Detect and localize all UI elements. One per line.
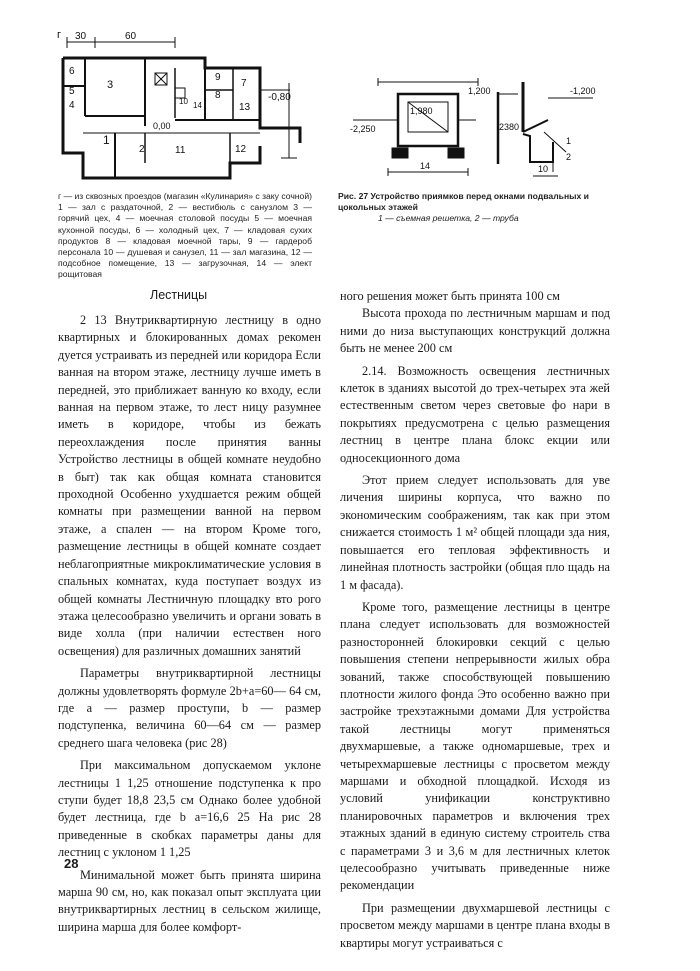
dim-1200: 1,200 <box>468 86 491 96</box>
left-paragraph: 2 13 Внутриквартирную лестницу в одно квартирных и блокированных домах рекомен дуется устраивать из передней или коридора Если ванная на втором этаже, лестницу лучше иметь в передней, это приближает ванную ко входу, если ванная на первом этаже, то лест ницу разумнее иметь в коридоре, чтобы из бежать переохлаждения после принятия ванны Устройство лестницы в общей комнате неудобно в быт) так как общая комната становится проходной Особенно ухудшается режим общей комнаты при размещении ванной на первом этаже, а спален — на втором Кроме того, размещение лестницы в общей комнате создает неблагоприятные микроклиматические условия в спальных комнатах, куда поступает воздух из общей комнаты Лестничную площадку вто рого этажа целесообразно увеличить и органи зовать в виде холла (при наличии естествен ного освещения) для различных домашних занятий <box>58 313 321 658</box>
dim-minus-1200: -1,200 <box>570 86 596 96</box>
caption-right-title: Рис. 27 Устройство приямков перед окнами подвальных и цокольных этажей <box>338 191 589 213</box>
callout-2: 2 <box>566 152 572 162</box>
dim-minus-2250: -2,250 <box>350 124 376 134</box>
room-13: 13 <box>239 102 251 113</box>
left-paragraph: При максимальном допускаемом уклоне лестницы 1 1,25 отношение подступенка к про ступи будет 18,8 23,5 см Однако более удобной будет лестница, где b a=16,6 25 На рис 28 приведенные в скобках параметры даны для лестниц с уклоном 1 1,25 <box>58 758 321 860</box>
dim-14: 14 <box>420 161 431 171</box>
window-pit-figure <box>348 72 610 184</box>
right-paragraph: При размещении двухмаршевой лестницы с просветом между маршами в центре плана входы в квартиры могут устраиваться с <box>340 900 610 950</box>
room-6: 6 <box>69 66 75 77</box>
right-paragraph: Кроме того, размещение лестницы в центре плана следует использовать для возможностей разносторонней блокировки секций с целью повышения степени непрерывности жилых обра зований, также способствующей повышению плотности жилого фонда Это особенно важно при застройке трехэтажными домами Для устройства такой лестницы могут применяться двухмаршевые, а также одномаршевые, трех и четырехмаршевые лестницы с просветом между маршами и обходной площадкой. Исходя из условий унификации конструктивно планировочных параметров и включения трех этажных зданий в единую систему строитель ства с параметрами 3 и 3,6 м для лестничных клеток целесообразно учитывать приведенные ниже рекомендации <box>340 599 610 893</box>
dim-2380: 2380 <box>499 122 520 132</box>
level-mark-zero: 0,00 <box>153 121 171 131</box>
right-paragraph: 2.14. Возможность освещения лестничных клеток в зданиях высотой до трех-четырех эта жей естественным светом через световые фо нари в покрытиях предусмотрена с целью размещения лестниц в центре плана блокс екции или односекционного дома <box>340 363 610 465</box>
caption-left: г — из сквозных проездов (магазин «Кулинария» с заку сочной) 1 — зал с раздаточной, 2 — вестибюль с санузлом 3 — горячий цех, 4 — моечная столовой посуды 5 — моечная кухонной посуды, 6 — холодный цех, 7 — кладовая сухих продуктов 8 — кладовая моечной тары, 9 — гардероб персонала 10 — душевая и санузел, 11 — зал магазина, 12 — подсобное помещение, 13 — загрузочная, 14 — элект рощитовая <box>58 191 312 280</box>
section-heading: Лестницы <box>150 288 208 302</box>
right-column <box>340 288 610 952</box>
page-number: 28 <box>64 856 79 871</box>
room-7: 7 <box>241 78 247 89</box>
room-1: 1 <box>103 133 110 147</box>
room-5: 5 <box>69 86 75 97</box>
room-14: 14 <box>193 101 202 110</box>
room-8: 8 <box>215 90 221 101</box>
room-10: 10 <box>179 97 188 106</box>
level-mark: -0,80 <box>268 92 291 103</box>
room-12: 12 <box>235 144 247 155</box>
dim-60: 60 <box>125 31 137 42</box>
room-4: 4 <box>69 100 75 111</box>
left-column <box>58 312 321 936</box>
right-paragraph: Этот прием следует использовать для уве личения ширины корпуса, что важно по экономическим соображениям, так как при этом снижается стоимость 1 м² общей площади зда ния, повышается его тепловая эффективность и линейная плотность застройки (общая пло щадь на 1 м фасада). <box>340 473 610 592</box>
left-paragraph: Минимальной может быть принята ширина марша 90 см, но, как показал опыт эксплуата ции внутриквартирных лестниц в сельском жилище, ширина марша для более комфорт- <box>58 867 321 934</box>
dim-10: 10 <box>538 164 549 174</box>
room-11: 11 <box>175 145 186 156</box>
dim-1980: 1,980 <box>410 106 433 116</box>
room-9: 9 <box>215 72 221 83</box>
fig-label-g: г <box>57 29 62 41</box>
dim-30: 30 <box>75 31 87 42</box>
right-paragraph: Высота прохода по лестничным маршам и под ними до низа выступающих конструкций должна быть не менее 200 см <box>340 306 610 356</box>
caption-right-legend: 1 — съемная решетка, 2 — труба <box>378 213 519 224</box>
callout-1: 1 <box>566 136 572 146</box>
caption-right <box>338 191 628 225</box>
room-2: 2 <box>139 144 145 155</box>
right-paragraph: ного решения может быть принята 100 см <box>340 289 560 303</box>
left-paragraph: Параметры внутриквартирной лестницы должны удовлетворять формуле 2b+a=60— 64 см, где a — размер проступи, b — размер подступенка, величина 60—64 см — размер среднего шага человека (рис 28) <box>58 666 321 750</box>
floor-plan-figure <box>55 28 310 186</box>
room-3: 3 <box>107 79 114 91</box>
